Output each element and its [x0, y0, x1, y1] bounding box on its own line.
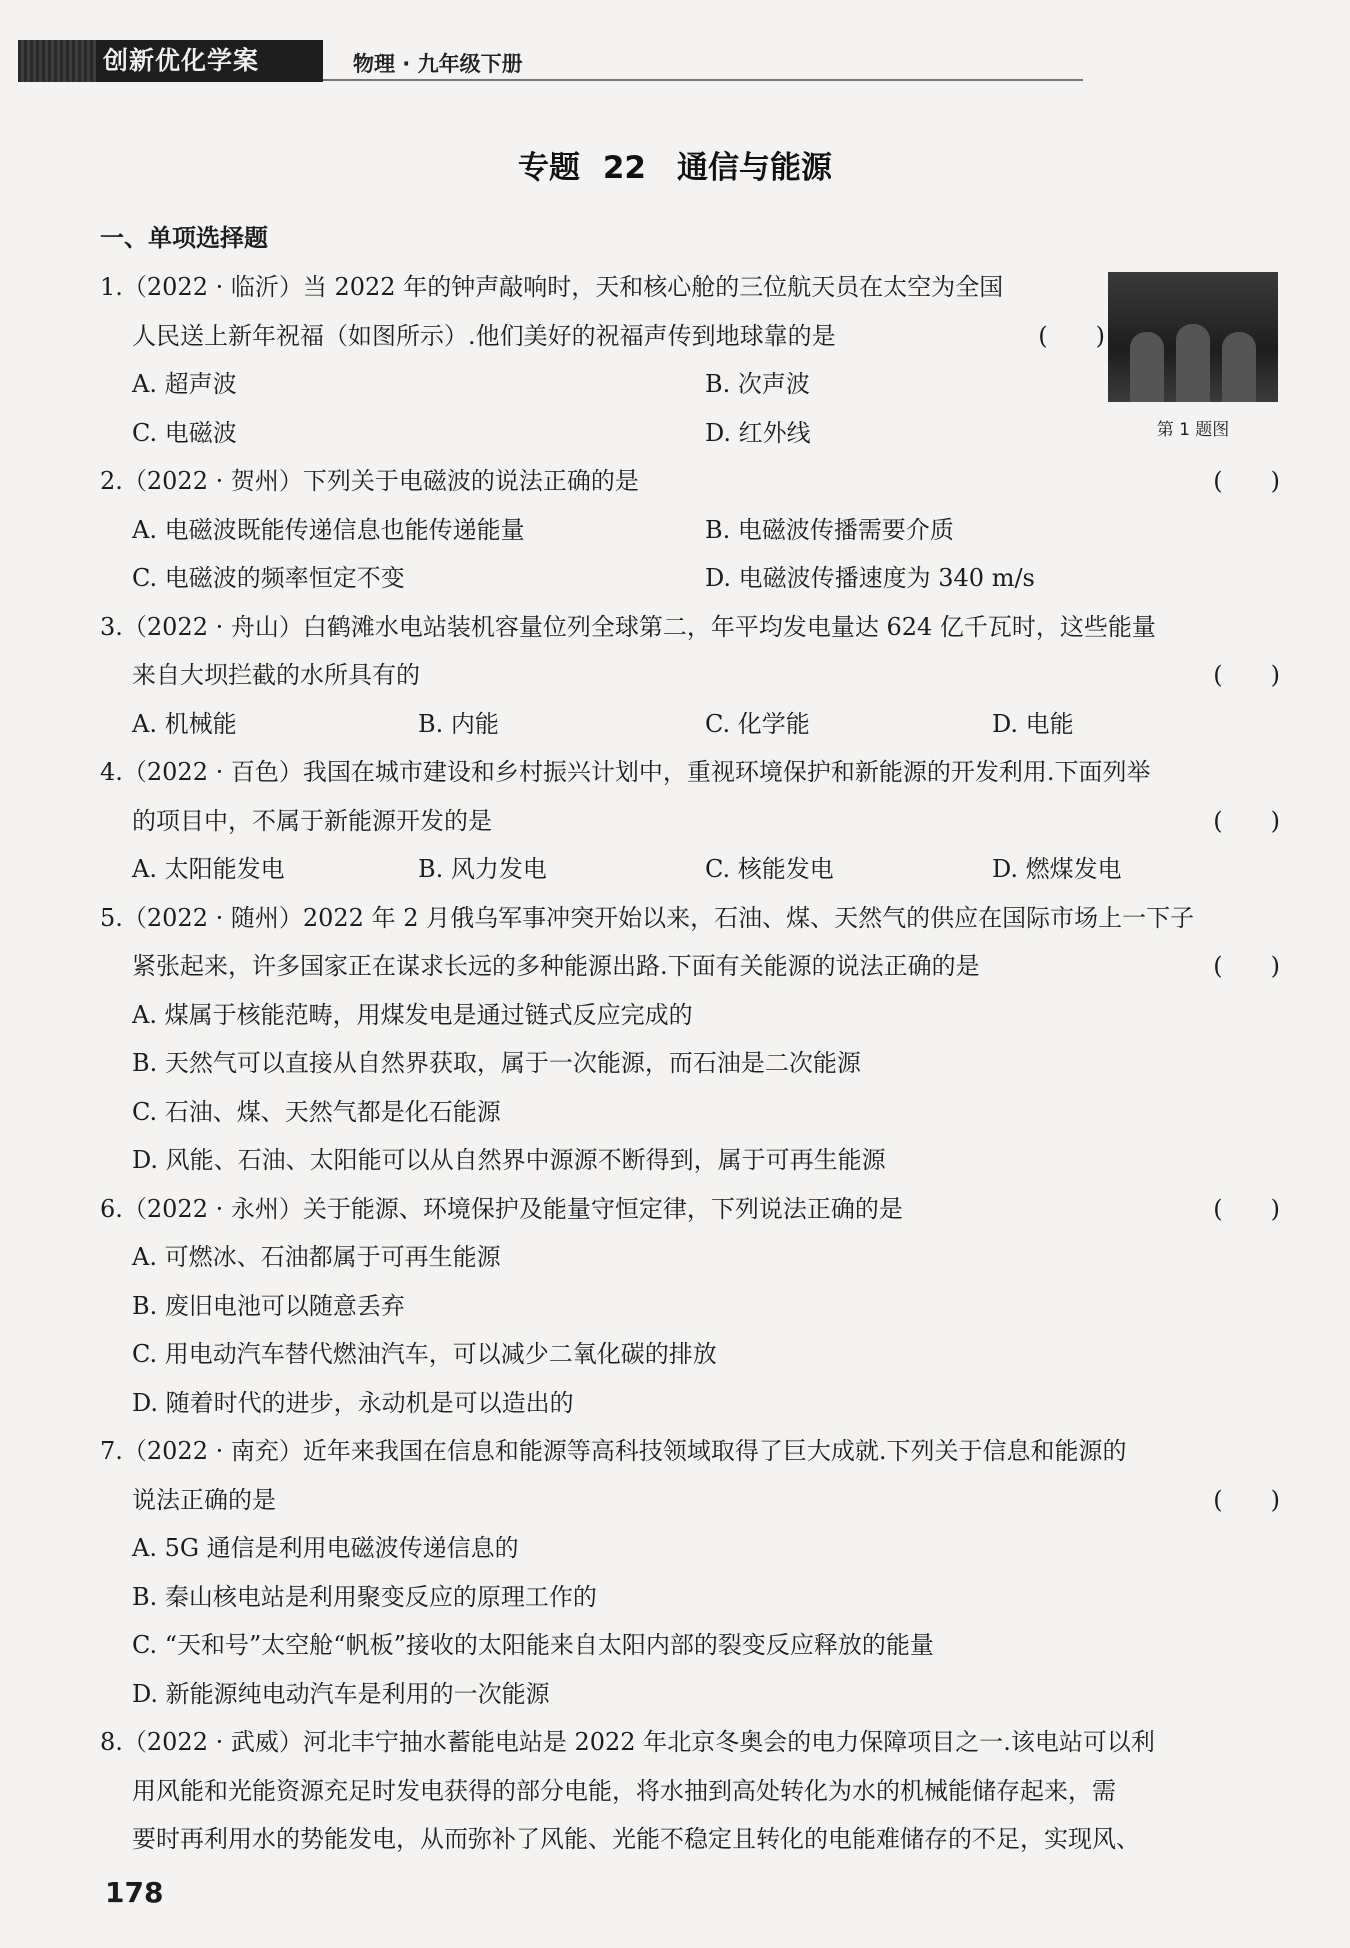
- option-c[interactable]: C. 电磁波的频率恒定不变: [132, 564, 405, 592]
- option-a[interactable]: A. 超声波: [132, 370, 237, 398]
- question-1-options: [100, 360, 1280, 409]
- question-6-stem: 6.（2022 · 永州）关于能源、环境保护及能量守恒定律，下列说法正确的是 ( ): [100, 1185, 1280, 1234]
- option-c[interactable]: C. 核能发电: [705, 855, 834, 883]
- option-c[interactable]: C. 电磁波: [132, 418, 237, 447]
- option-a[interactable]: A. 可燃冰、石油都属于可再生能源: [132, 1243, 501, 1271]
- answer-blank[interactable]: ( ): [1213, 1194, 1280, 1223]
- figure-caption: 第 1 题图: [1156, 420, 1230, 440]
- question-2-stem: 2.（2022 · 贺州）下列关于电磁波的说法正确的是 ( ): [100, 457, 1280, 506]
- section-heading: 一、单项选择题: [100, 224, 268, 252]
- question-4-stem: 4.（2022 · 百色）我国在城市建设和乡村振兴计划中，重视环境保护和新能源的开发利用.下面列举: [100, 758, 1151, 786]
- question-2-options: [100, 506, 1280, 555]
- subject-label: 物理 · 九年级下册: [353, 52, 523, 76]
- option-b[interactable]: B. 废旧电池可以随意丢弃: [132, 1291, 405, 1320]
- question-4-options: [100, 845, 1280, 894]
- option-b[interactable]: B. 次声波: [705, 370, 810, 398]
- option-c[interactable]: C. 化学能: [705, 709, 810, 738]
- option-d[interactable]: D. 新能源纯电动汽车是利用的一次能源: [132, 1679, 550, 1708]
- answer-blank[interactable]: ( ): [1213, 661, 1280, 689]
- answer-blank[interactable]: ( ): [1213, 467, 1280, 495]
- brand-stripe: [18, 40, 96, 82]
- question-2-options: [100, 554, 1280, 603]
- option-b[interactable]: B. 风力发电: [418, 855, 547, 883]
- option-a[interactable]: A. 太阳能发电: [132, 855, 285, 883]
- answer-blank[interactable]: ( ): [1213, 952, 1280, 980]
- answer-blank[interactable]: ( ): [1213, 806, 1280, 835]
- page-number: 178: [105, 1876, 164, 1909]
- option-c[interactable]: C. 石油、煤、天然气都是化石能源: [132, 1097, 501, 1126]
- page-title: 专题 22 通信与能源: [518, 150, 832, 186]
- option-a[interactable]: A. 机械能: [132, 709, 237, 738]
- question-5-stem-cont: 紧张起来，许多国家正在谋求长远的多种能源出路.下面有关能源的说法正确的是 ( ): [100, 942, 1280, 991]
- brand-banner: [18, 40, 323, 82]
- question-8-stem-cont: 要时再利用水的势能发电，从而弥补了风能、光能不稳定且转化的电能难储存的不足，实现风、: [132, 1825, 1140, 1853]
- option-b[interactable]: B. 秦山核电站是利用聚变反应的原理工作的: [132, 1582, 597, 1611]
- question-1-stem: 1.（2022 · 临沂）当 2022 年的钟声敲响时，天和核心舱的三位航天员在太空为全国: [100, 273, 1004, 301]
- question-1-stem-cont: 人民送上新年祝福（如图所示）.他们美好的祝福声传到地球靠的是 ( ): [100, 312, 1280, 361]
- option-d[interactable]: D. 电能: [992, 709, 1074, 738]
- question-7-stem-cont: 说法正确的是 ( ): [100, 1476, 1280, 1525]
- question-4-stem-cont: 的项目中，不属于新能源开发的是 ( ): [100, 797, 1280, 846]
- question-8-stem: 8.（2022 · 武威）河北丰宁抽水蓄能电站是 2022 年北京冬奥会的电力保障项目之一.该电站可以利: [100, 1728, 1155, 1756]
- option-b[interactable]: B. 内能: [418, 709, 499, 738]
- option-d[interactable]: D. 燃煤发电: [992, 855, 1122, 883]
- option-b[interactable]: B. 电磁波传播需要介质: [705, 515, 954, 544]
- question-3-stem-cont: 来自大坝拦截的水所具有的 ( ): [100, 651, 1280, 700]
- question-list: [100, 263, 1280, 1864]
- option-c[interactable]: C. 用电动汽车替代燃油汽车，可以减少二氧化碳的排放: [132, 1340, 717, 1368]
- option-d[interactable]: D. 风能、石油、太阳能可以从自然界中源源不断得到，属于可再生能源: [132, 1146, 886, 1174]
- question-7-stem: 7.（2022 · 南充）近年来我国在信息和能源等高科技领域取得了巨大成就.下列关于信息和能源的: [100, 1437, 1127, 1465]
- question-3-options: [100, 700, 1280, 749]
- option-d[interactable]: D. 随着时代的进步，永动机是可以造出的: [132, 1388, 574, 1417]
- brand-text: 创新优化学案: [103, 46, 260, 75]
- answer-blank[interactable]: ( ): [1213, 1485, 1280, 1514]
- option-a[interactable]: A. 5G 通信是利用电磁波传递信息的: [132, 1534, 519, 1562]
- option-d[interactable]: D. 电磁波传播速度为 340 m/s: [705, 564, 1035, 592]
- option-a[interactable]: A. 电磁波既能传递信息也能传递能量: [132, 515, 525, 544]
- page-header: [18, 40, 1068, 82]
- question-5-stem: 5.（2022 · 随州）2022 年 2 月俄乌军事冲突开始以来，石油、煤、天然气的供应在国际市场上一下子: [100, 903, 1195, 932]
- header-rule: [323, 79, 1083, 81]
- question-1-options: [100, 409, 1280, 458]
- option-c[interactable]: C. “天和号”太空舱“帆板”接收的太阳能来自太阳内部的裂变反应释放的能量: [132, 1631, 934, 1659]
- question-3-stem: 3.（2022 · 舟山）白鹤滩水电站装机容量位列全球第二，年平均发电量达 624 亿千瓦时，这些能量: [100, 612, 1156, 641]
- question-8-stem-cont: 用风能和光能资源充足时发电获得的部分电能，将水抽到高处转化为水的机械能储存起来，需: [132, 1776, 1116, 1805]
- option-a[interactable]: A. 煤属于核能范畴，用煤发电是通过链式反应完成的: [132, 1000, 693, 1029]
- answer-blank[interactable]: ( ): [1038, 321, 1105, 350]
- option-d[interactable]: D. 红外线: [705, 418, 811, 447]
- option-b[interactable]: B. 天然气可以直接从自然界获取，属于一次能源，而石油是二次能源: [132, 1049, 861, 1077]
